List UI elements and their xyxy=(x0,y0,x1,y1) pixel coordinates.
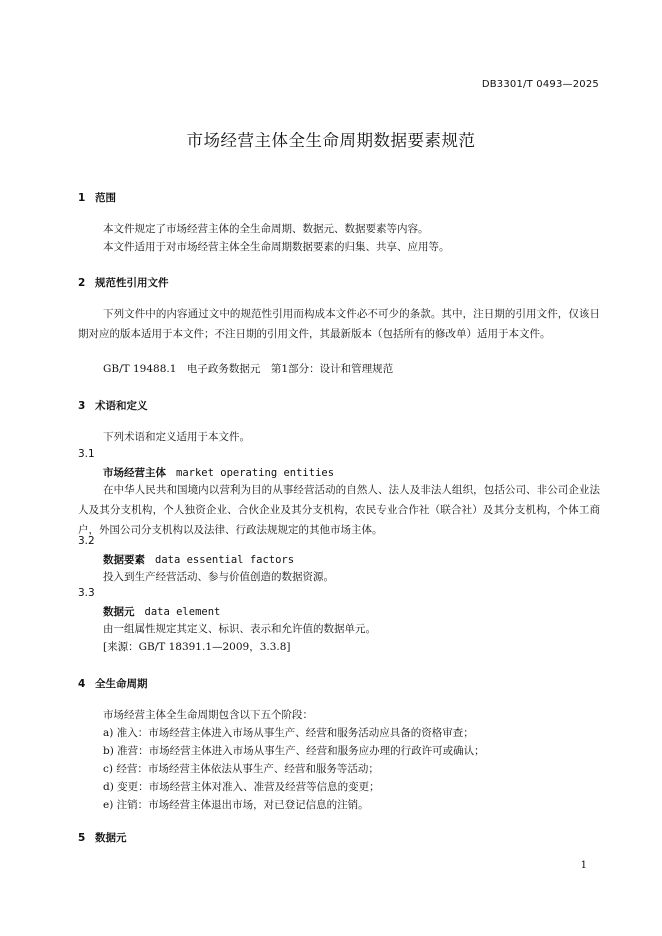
term-3-2-english: data essential factors xyxy=(155,554,295,566)
term-3-3 xyxy=(103,604,220,619)
section-1-paragraph-2: 本文件适用于对市场经营主体全生命周期数据要素的归集、共享、应用等。 xyxy=(103,241,450,253)
section-1-paragraph-1: 本文件规定了市场经营主体的全生命周期、数据元、数据要素等内容。 xyxy=(103,223,429,235)
section-1-heading xyxy=(78,190,116,205)
section-5-heading xyxy=(78,830,127,845)
section-3-intro: 下列术语和定义适用于本文件。 xyxy=(103,431,250,443)
term-3-2-number: 3.2 xyxy=(78,535,95,547)
section-4-heading xyxy=(78,676,148,691)
term-3-3-definition: 由一组属性规定其定义、标识、表示和允许值的数据单元。 xyxy=(103,623,376,635)
lifecycle-item-a: a) 准入：市场经营主体进入市场从事生产、经营和服务活动应具备的资格审查； xyxy=(103,727,474,739)
term-3-2-name: 数据要素 xyxy=(103,554,145,566)
page-number: 1 xyxy=(580,860,587,871)
term-3-1 xyxy=(103,465,334,480)
section-4-number: 4 xyxy=(78,678,86,690)
term-3-1-definition: 在中华人民共和国境内以营利为目的从事经营活动的自然人、法人及非法人组织，包括公司、非公司企业法人及其分支机构，个人独资企业、合伙企业及其分支机构，农民专业合作社（联合社）及其分支机构，个体工商户，外国公司分支机构以及法律、行政法规规定的其他市场主体。 xyxy=(78,484,600,536)
section-3-title: 术语和定义 xyxy=(95,400,148,412)
section-3-number: 3 xyxy=(78,400,86,412)
section-4-title: 全生命周期 xyxy=(95,678,148,690)
normative-reference: GB/T 19488.1 电子政务数据元 第1部分：设计和管理规范 xyxy=(103,363,394,375)
term-3-3-english: data element xyxy=(144,606,221,618)
lifecycle-item-e: e) 注销：市场经营主体退出市场，对已登记信息的注销。 xyxy=(103,799,369,811)
lifecycle-item-d: d) 变更：市场经营主体对准入、准营及经营等信息的变更； xyxy=(103,781,380,793)
lifecycle-item-c: c) 经营：市场经营主体依法从事生产、经营和服务等活动； xyxy=(103,763,379,775)
term-3-1-number: 3.1 xyxy=(78,448,95,460)
term-3-2-definition: 投入到生产经营活动、参与价值创造的数据资源。 xyxy=(103,571,334,583)
term-3-2 xyxy=(103,552,294,567)
section-1-number: 1 xyxy=(78,192,86,204)
section-1-title: 范围 xyxy=(95,192,116,204)
section-5-title: 数据元 xyxy=(95,832,127,844)
section-2-paragraph: 下列文件中的内容通过文中的规范性引用而构成本文件必不可少的条款。其中，注日期的引用文件，仅该日期对应的版本适用于本文件；不注日期的引用文件，其最新版本（包括所有的修改单）适用于本文件。 xyxy=(78,308,600,340)
section-2-heading xyxy=(78,275,169,290)
document-id: DB3301/T 0493—2025 xyxy=(481,79,599,90)
lifecycle-item-b: b) 准营：市场经营主体进入市场从事生产、经营和服务应办理的行政许可或确认； xyxy=(103,745,485,757)
section-2-number: 2 xyxy=(78,277,86,289)
section-5-number: 5 xyxy=(78,832,86,844)
document-title: 市场经营主体全生命周期数据要素规范 xyxy=(186,131,476,150)
section-2-title: 规范性引用文件 xyxy=(95,277,169,289)
term-3-3-name: 数据元 xyxy=(103,606,135,618)
term-3-1-english: market operating entities xyxy=(176,467,335,479)
term-3-1-name: 市场经营主体 xyxy=(103,467,166,479)
term-3-3-source: [来源：GB/T 18391.1—2009，3.3.8] xyxy=(103,641,291,653)
term-3-3-number: 3.3 xyxy=(78,587,95,599)
section-3-heading xyxy=(78,398,148,413)
section-4-intro: 市场经营主体全生命周期包含以下五个阶段： xyxy=(103,709,313,721)
